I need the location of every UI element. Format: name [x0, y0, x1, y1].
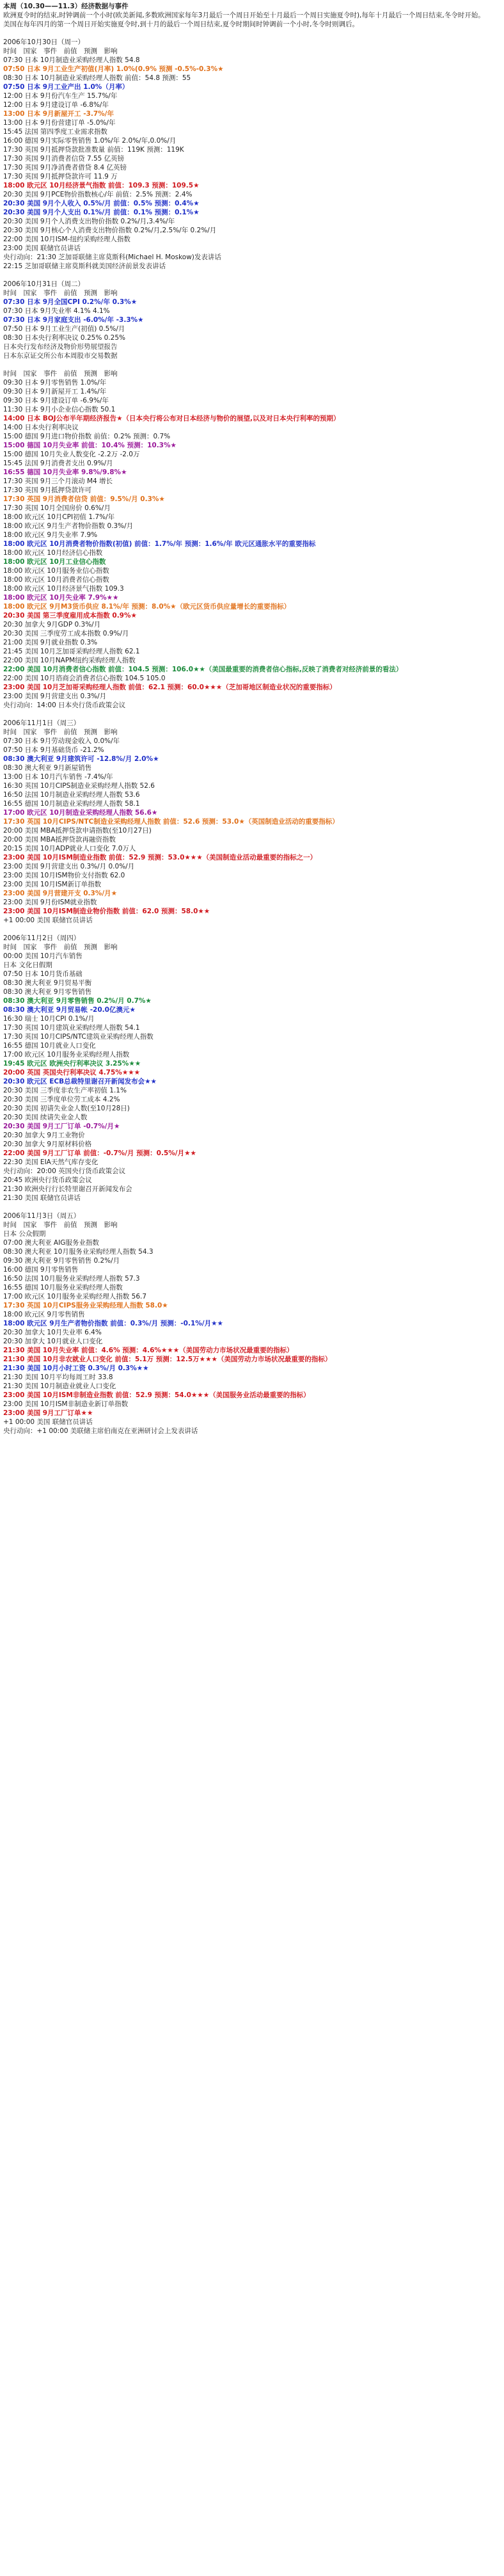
day-heading: 2006年11月1日（周三）	[3, 719, 81, 727]
event-row: 23:00 美国 联储官员讲话	[3, 244, 81, 252]
event-row: 17:30 英国 10月CIPS/NTC建筑业采购经理人指数	[3, 1033, 154, 1041]
event-row: 日本 文化日假期	[3, 961, 52, 969]
event-row: 08:30 澳大利亚 9月零售销售 0.2%/月 0.7%★	[3, 997, 152, 1005]
event-row: 09:30 日本 9月建设订单 -6.9%/年	[3, 397, 109, 404]
event-row: 21:30 美国 10月小时工资 0.3%/月 0.3%★★	[3, 1364, 149, 1372]
event-row: 18:00 欧元区 9月生产者物价指数 0.3%/月	[3, 522, 134, 530]
event-row: 07:50 日本 9月基础货币 -21.2%	[3, 746, 104, 754]
event-row: 13:00 日本 9月份营建订单 -5.0%/年	[3, 119, 116, 127]
event-row: 20:30 美国 三季度劳工成本指数 0.9%/月	[3, 630, 129, 637]
event-row: 18:00 欧元区 10月消费者信心指数	[3, 576, 109, 584]
event-row: 16:55 德国 10月就业人口变化	[3, 1042, 96, 1050]
event-row: 16:50 法国 10月制造业采购经理人指数 53.6	[3, 791, 140, 799]
event-row: 央行动向：14:00 日本央行货币政策会议	[3, 701, 126, 709]
event-row: 20:30 加拿大 10月失业率 6.4%	[3, 1329, 102, 1336]
event-row: 20:30 加拿大 9月GDP 0.3%/月	[3, 621, 101, 628]
event-row: 23:00 美国 9月工厂订单★★	[3, 1409, 93, 1417]
day-heading: 2006年10月31日（周二）	[3, 280, 84, 288]
event-row: 18:00 欧元区 10月失业率 7.9%★★	[3, 594, 119, 602]
event-row: 08:30 日本央行利率决议 0.25% 0.25%	[3, 334, 125, 342]
event-row: 17:30 英国 9月消费者信贷 7.55 亿英镑	[3, 155, 125, 163]
event-row: 07:30 日本 9月失业率 4.1% 4.1%	[3, 307, 110, 315]
event-row: 14:00 日本 BOJ公布半年期经济报告★（日本央行将公布对日本经济与物价的展望,以及对日本央行利率的预期）	[3, 415, 340, 422]
event-row: 07:50 日本 9月工业生产(初值) 0.5%/月	[3, 325, 125, 333]
event-row: 23:00 美国 10月ISM非制造业指数 前值：52.9 预测：54.0★★★（美国服务业活动最重要的指标）	[3, 1391, 310, 1399]
event-row: 20:30 美国 9月核心个人消费支出物价指数 0.2%/月,2.5%/年 0.2%/月	[3, 227, 217, 234]
column-header: 时间 国家 事件 前值 预测 影响	[3, 370, 118, 378]
event-row: 央行动向：20:00 英国央行货币政策会议	[3, 1167, 126, 1175]
event-row: 23:00 美国 10月ISM制造业物价指数 前值：62.0 预测：58.0★★	[3, 908, 210, 915]
event-row: 17:30 英国 9月三个月滚动 M4 增长	[3, 477, 113, 485]
intro-paragraph: 美国在每年四月的第一个周日开始实施夏令时,到十月的最后一个周日结束,夏令时期间时钟调前一个小时,冬令时则调后。	[3, 20, 359, 28]
event-row: 20:45 欧洲央行货币政策会议	[3, 1176, 92, 1184]
event-row: 央行动向：21:30 芝加哥联储主席莫斯科(Michael H. Moskow)发表讲话	[3, 253, 221, 261]
event-row: 22:00 美国 10月NAPM纽约采购经理人指数	[3, 657, 136, 664]
event-row: 17:30 英国 9月净消费者借贷 8.4 亿英镑	[3, 164, 127, 172]
day-section	[3, 271, 501, 360]
event-row: 12:00 日本 9月建设订单 -6.8%/年	[3, 101, 109, 109]
event-row: 09:30 日本 9月新屋开工 1.4%/年	[3, 388, 107, 396]
event-row: 23:00 美国 10月芝加哥采购经理人指数 前值：62.1 预测：60.0★★★（芝加哥地区制造业状况的重要指标）	[3, 684, 336, 691]
event-row: 22:00 美国 9月工厂订单 前值：-0.7%/月 预测：0.5%/月★★	[3, 1149, 196, 1157]
event-row: +1 00:00 美国 联储官员讲话	[3, 916, 93, 924]
event-row: 09:30 日本 9月零售销售 1.0%/年	[3, 379, 107, 387]
event-row: 央行动向：+1 00:00 美联储主席伯南克在亚洲研讨会上发表讲话	[3, 1427, 198, 1435]
event-row: 20:30 美国 三季度非农生产率初值 1.1%	[3, 1087, 127, 1094]
event-row: 07:50 日本 9月工业产出 1.0%（月率）	[3, 83, 129, 91]
event-row: 20:00 美国 MBA抵押贷款申请指数(至10月27日)	[3, 827, 152, 835]
event-row: 08:30 澳大利亚 9月零售销售	[3, 988, 92, 996]
day-section	[3, 710, 501, 925]
event-row: 21:30 美国 10月平均每周工时 33.8	[3, 1373, 113, 1381]
event-row: 17:30 英国 10月CIPS/NTC制造业采购经理人指数 前值：52.6 预测：53.0★（英国制造业活动的重要指标）	[3, 818, 339, 826]
event-row: 07:30 日本 9月家庭支出 -6.0%/年 -3.3%★	[3, 316, 144, 324]
event-row: 22:30 美国 EIA天然气库存变化	[3, 1158, 98, 1166]
event-row: 17:30 英国 9月抵押贷款许可 11.9 万	[3, 173, 118, 180]
event-row: 20:30 美国 初请失业金人数(至10月28日)	[3, 1105, 130, 1112]
event-row: 22:15 芝加哥联储主席莫斯科就美国经济前景发表讲话	[3, 262, 166, 270]
event-row: 20:30 美国 三季度单位劳工成本 4.2%	[3, 1096, 120, 1103]
event-row: 17:00 欧元区 10月服务业采购经理人指数 56.7	[3, 1293, 147, 1300]
event-row: 21:45 美国 10月芝加哥采购经理人指数 62.1	[3, 648, 140, 655]
event-row: 13:00 日本 9月新屋开工 -3.7%/年	[3, 110, 114, 118]
event-row: 07:00 澳大利亚 AIG服务业指数	[3, 1239, 99, 1247]
event-row: 15:00 德国 10月失业人数变化 -2.2万 -2.0万	[3, 451, 140, 458]
event-row: 18:00 欧元区 9月生产者物价指数 前值：0.3%/月 预测：-0.1%/月★★	[3, 1320, 223, 1327]
day-heading: 2006年11月2日（周四）	[3, 934, 81, 942]
event-row: 08:30 澳大利亚 9月建筑许可 -12.8%/月 2.0%★	[3, 755, 159, 763]
event-row: 20:30 美国 9月工厂订单 -0.7%/月★	[3, 1123, 120, 1130]
event-row: +1 00:00 美国 联储官员讲话	[3, 1418, 93, 1426]
event-row: 08:30 日本 10月制造业采购经理人指数 前值：54.8 预测：55	[3, 74, 191, 82]
column-header: 时间 国家 事件 前值 预测 影响	[3, 47, 118, 55]
event-row: 日本央行发布经济及物价形势展望报告	[3, 343, 118, 351]
event-row: 07:50 日本 9月工业生产初值(月率) 1.0%(0.9% 预测 -0.5%-0.3%★	[3, 65, 224, 73]
event-row: 21:00 美国 9月就业指数 0.3%	[3, 639, 98, 646]
event-row: 16:00 德国 9月零售销售	[3, 1266, 79, 1274]
column-header: 时间 国家 事件 前值 预测 影响	[3, 943, 118, 951]
event-row: 20:30 美国 续请失业金人数	[3, 1114, 88, 1121]
event-row: 16:55 德国 10月服务业采购经理人指数	[3, 1284, 123, 1292]
spacer	[3, 925, 501, 934]
event-row: 21:30 美国 10月非农就业人口变化 前值：5.1万 预测：12.5万★★★（美国劳动力市场状况最重要的指标）	[3, 1356, 332, 1363]
spacer	[3, 360, 501, 369]
event-row: 08:30 澳大利亚 10月服务业采购经理人指数 54.3	[3, 1248, 154, 1256]
event-row: 18:00 欧元区 9月失业率 7.9%	[3, 531, 98, 539]
event-row: 19:45 欧元区 欧洲央行利率决议 3.25%★★	[3, 1060, 141, 1068]
event-row: 11:30 日本 9月小企业信心指数 50.1	[3, 406, 116, 413]
page-title: 本周（10.30——11.3）经济数据与事件	[3, 3, 129, 10]
day-section	[3, 360, 501, 710]
event-row: 日本 公众假期	[3, 1230, 46, 1238]
event-row: 00:00 美国 10月汽车销售	[3, 952, 83, 960]
event-row: 17:30 英国 9月消费者信贷 前值：9.5%/月 0.3%★	[3, 495, 165, 503]
event-row: 15:45 法国 9月消费者支出 0.9%/月	[3, 460, 113, 467]
event-row: 21:30 欧洲央行行长特里谢召开新闻发布会	[3, 1185, 132, 1193]
intro	[3, 11, 501, 29]
event-row: 23:00 美国 10月ISM新订单指数	[3, 881, 102, 888]
event-row: 17:30 英国 10月CIPS服务业采购经理人指数 58.0★	[3, 1302, 168, 1309]
day-section	[3, 1203, 501, 1436]
event-row: 18:00 欧元区 10月工业信心指数	[3, 558, 106, 566]
event-row: 18:00 欧元区 10月服务业信心指数	[3, 567, 109, 575]
event-row: 16:50 法国 10月服务业采购经理人指数 57.3	[3, 1275, 140, 1283]
event-row: 21:30 美国 联储官员讲话	[3, 1194, 81, 1202]
event-row: 07:30 日本 10月制造业采购经理人指数 54.8	[3, 56, 140, 64]
column-header: 时间 国家 事件 前值 预测 影响	[3, 289, 118, 297]
intro-paragraph: 欧洲夏令时的结束,时钟调前一个小时(欧美新闻,多数欧洲国家每年3月最后一个周日开始至十月最后一个周日实施夏令时),每年十月最后一个周日结束,冬令时开始。	[3, 12, 485, 19]
event-row: 20:30 加拿大 9月工业物价	[3, 1132, 85, 1139]
event-row: 20:30 美国 9月个人支出 0.1%/月 前值：0.1% 预测：0.1%★	[3, 209, 200, 216]
event-row: 07:30 日本 9月全国CPI 0.2%/年 0.3%★	[3, 298, 138, 306]
event-row: 23:00 美国 9月份ISM就业指数	[3, 899, 97, 906]
event-row: 08:30 澳大利亚 9月贸易帐 -20.0亿澳元★	[3, 1006, 136, 1014]
spacer	[3, 710, 501, 719]
event-row: 23:00 美国 9月营建支出 0.3%/月 0.0%/月	[3, 863, 135, 870]
event-row: 18:00 欧元区 9月零售销售	[3, 1311, 85, 1318]
day-section	[3, 29, 501, 271]
event-row: 22:00 美国 10月消费者信心指数 前值：104.5 预测：106.0★★（美国最重要的消费者信心指标,反映了消费者对经济前景的看法）	[3, 666, 403, 673]
event-row: 20:30 加拿大 10月就业人口变化	[3, 1338, 103, 1345]
event-row: 17:30 英国 10月建筑业采购经理人指数 54.1	[3, 1024, 140, 1032]
event-row: 20:30 加拿大 9月原材料价格	[3, 1140, 92, 1148]
event-row: 17:30 英国 9月抵押贷款批准数量 前值：119K 预测：119K	[3, 146, 184, 154]
event-row: 18:00 欧元区 10月经济景气指数 前值：109.3 预测：109.5★	[3, 182, 200, 189]
event-row: 16:00 德国 9月实际零售销售 1.0%/年 2.0%/年,0.0%/月	[3, 137, 177, 145]
event-row: 15:00 德国 10月失业率 前值：10.4% 预测：10.3%★	[3, 442, 177, 449]
event-row: 16:30 瑞士 10月CPI 0.1%/月	[3, 1015, 95, 1023]
event-row: 15:45 法国 第四季度工业需求指数	[3, 128, 107, 136]
spacer	[3, 29, 501, 38]
event-row: 07:30 日本 9月劳动现金收入 0.0%/年	[3, 737, 120, 745]
event-row: 07:50 日本 10月货币基础	[3, 970, 83, 978]
event-row: 21:30 美国 10月制造业就业人口变化	[3, 1382, 116, 1390]
event-row: 08:30 澳大利亚 9月贸易平衡	[3, 979, 92, 987]
event-row: 16:30 英国 10月CIPS制造业采购经理人指数 52.6	[3, 782, 155, 790]
event-row: 20:30 美国 9月个人收入 0.5%/月 前值：0.5% 预测：0.4%★	[3, 200, 200, 207]
event-row: 20:30 欧元区 ECB总裁特里谢召开新闻发布会★★	[3, 1078, 157, 1085]
event-row: 20:30 美国 9月PCE物价指数核心/年 前值：2.5% 预测：2.4%	[3, 191, 193, 198]
spacer	[3, 271, 501, 280]
days	[3, 29, 501, 1436]
event-row: 18:00 欧元区 10月消费者物价指数(初值) 前值：1.7%/年 预测：1.6%/年 欧元区通胀水平的重要指标	[3, 540, 316, 548]
day-heading: 2006年11月3日（周五）	[3, 1212, 81, 1220]
event-row: 17:00 欧元区 10月制造业采购经理人指数 56.6★	[3, 809, 158, 817]
event-row: 22:00 美国 10月谘商会消费者信心指数 104.5 105.0	[3, 675, 166, 682]
event-row: 14:00 日本央行利率决议	[3, 424, 79, 431]
day-heading: 2006年10月30日（周一）	[3, 38, 84, 46]
event-row: 17:00 欧元区 10月服务业采购经理人指数	[3, 1051, 130, 1059]
event-row: 09:30 澳大利亚 9月零售销售 0.2%/月	[3, 1257, 120, 1265]
event-row: 20:00 美国 MBA抵押贷款再融资指数	[3, 836, 116, 844]
event-row: 20:30 美国 第三季度雇用成本指数 0.9%★	[3, 612, 137, 620]
event-row: 21:30 美国 10月失业率 前值：4.6% 预测：4.6%★★★（美国劳动力市场状况最重要的指标）	[3, 1347, 294, 1354]
event-row: 20:00 英国 英国央行利率决议 4.75%★★★	[3, 1069, 141, 1076]
event-row: 18:00 欧元区 9月M3货币供应 8.1%/年 预测：8.0%★（欧元区货币供应量增长的重要指标）	[3, 603, 291, 611]
event-row: 12:00 日本 9月份汽车生产 15.7%/年	[3, 92, 118, 100]
event-row: 23:00 美国 9月营建开支 0.3%/月★	[3, 890, 118, 897]
column-header: 时间 国家 事件 前值 预测 影响	[3, 728, 118, 736]
event-row: 15:00 德国 9月进口物价指数 前值：0.2% 预测：0.7%	[3, 433, 171, 440]
event-row: 23:00 美国 10月ISM物价支付指数 62.0	[3, 872, 125, 879]
event-row: 18:00 欧元区 10月CPI初值 1.7%/年	[3, 513, 115, 521]
event-row: 16:55 德国 10月失业率 9.8%/9.8%★	[3, 468, 127, 476]
event-row: 23:00 美国 9月营建支出 0.3%/月	[3, 692, 107, 700]
event-row: 17:30 英国 10月全国房价 0.6%/月	[3, 504, 111, 512]
event-row: 20:30 美国 9月个人消费支出物价指数 0.2%/月,3.4%/年	[3, 218, 175, 225]
event-row: 23:00 美国 10月ISM非制造业新订单指数	[3, 1400, 129, 1408]
event-row: 23:00 美国 10月ISM制造业指数 前值：52.9 预测：53.0★★★（美国制造业活动最重要的指标之一）	[3, 854, 317, 861]
spacer	[3, 1203, 501, 1212]
event-row: 18:00 欧元区 10月经济景气指数 109.3	[3, 585, 124, 593]
event-row: 13:00 日本 10月汽车销售 -7.4%/年	[3, 773, 113, 781]
day-section	[3, 925, 501, 1203]
event-row: 22:00 美国 10月ISM-纽约采购经理人指数	[3, 236, 130, 243]
event-row: 18:00 欧元区 10月经济信心指数	[3, 549, 103, 557]
event-row: 17:30 英国 9月抵押贷款许可	[3, 486, 92, 494]
event-row: 08:30 澳大利亚 9月新屋销售	[3, 764, 92, 772]
event-row: 20:15 美国 10月ADP就业人口变化 7.0万人	[3, 845, 136, 852]
event-row: 16:55 德国 10月制造业采购经理人指数 58.1	[3, 800, 140, 808]
event-row: 日本东京证交所公布本周股市交易数据	[3, 352, 118, 360]
column-header: 时间 国家 事件 前值 预测 影响	[3, 1221, 118, 1229]
